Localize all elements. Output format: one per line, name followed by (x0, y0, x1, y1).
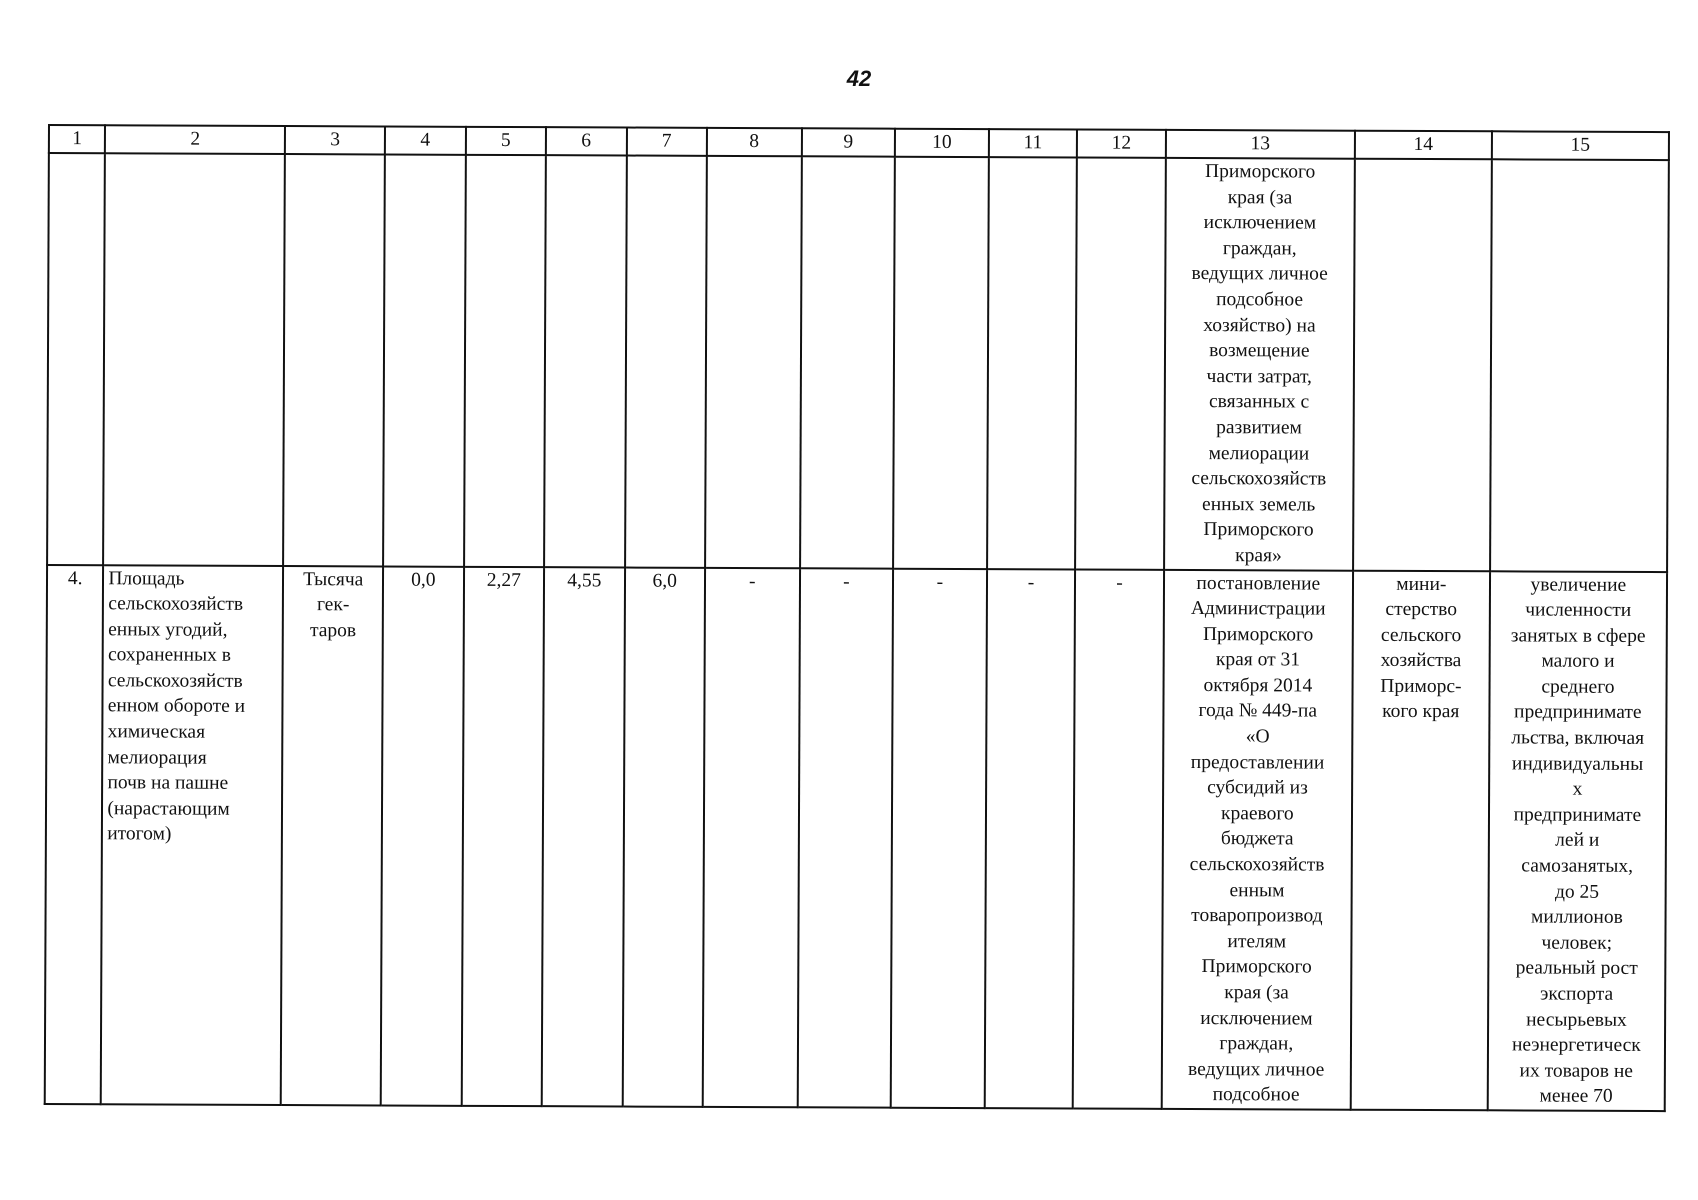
column-number-cell: 1 (49, 125, 105, 153)
column-number-cell: 4 (385, 126, 466, 154)
value-cell: 0,0 (381, 566, 464, 1106)
table-cell (284, 154, 385, 566)
table-cell (800, 156, 895, 568)
legal-basis-cell: Приморского края (за исключением граждан, ведущих личное подсобное хозяйство) на возмещение части затрат, связанных с развитием мелиорации сельскохозяйств енных земель Приморского края» (1164, 158, 1355, 570)
value-cell: 2,27 (461, 566, 544, 1106)
column-number-cell: 3 (285, 126, 385, 154)
table-cell (625, 156, 707, 568)
column-number-cell: 5 (465, 127, 546, 155)
column-number-cell: 11 (989, 129, 1078, 157)
column-number-cell: 15 (1492, 131, 1669, 160)
indicators-table (44, 124, 1670, 1112)
table-cell (1353, 159, 1492, 571)
indicator-name-cell: Площадь сельскохозяйств енных угодий, сохраненных в сельскохозяйств енном обороте и химическая мелиорация почв на пашне (нарастающим итогом) (101, 565, 283, 1105)
goal-link-cell: увеличение численности занятых в сфере малого и среднего предпринимате льства, включая индивидуальны х предпринимате лей и самозанятых, до 25 миллионов человек; реальный рост экспорта несырьевых неэнергетическ их товаров не менее 70 (1487, 571, 1667, 1111)
table-cell (464, 155, 546, 567)
column-number-cell: 9 (801, 128, 895, 156)
table-cell (893, 157, 988, 569)
column-number-cell: 8 (707, 128, 802, 156)
column-number-cell: 6 (546, 127, 627, 155)
value-cell: 4,55 (542, 567, 625, 1107)
column-number-cell: 10 (895, 129, 989, 157)
value-cell: - (703, 567, 800, 1107)
value-cell: 6,0 (622, 567, 705, 1107)
column-number-cell: 12 (1077, 129, 1166, 157)
column-number-cell: 14 (1355, 131, 1492, 160)
table-cell (103, 153, 285, 565)
value-cell: - (1073, 569, 1164, 1109)
legal-basis-cell: постановление Администрации Приморского края от 31 октября 2014 года № 449-па «О предоставлении субсидий из краевого бюджета сельскохозяйств енным товаропроизвод ителям Приморского края (за исключением граждан, ведущих личное подсобное (1161, 569, 1353, 1109)
page-number: 42 (846, 66, 872, 91)
table-cell (987, 157, 1077, 569)
column-number-cell: 7 (626, 128, 707, 156)
responsible-body-cell: мини- стерство сельского хозяйства Приморс- кого края (1351, 570, 1490, 1110)
column-number-cell: 13 (1166, 130, 1355, 159)
column-number-cell: 2 (105, 125, 285, 154)
table-cell (47, 153, 105, 565)
table-cell (705, 156, 801, 568)
value-cell: - (797, 568, 893, 1108)
value-cell: - (984, 569, 1075, 1109)
value-cell: - (891, 568, 987, 1108)
unit-cell: Тысяча гек- таров (281, 566, 383, 1106)
table-cell (1490, 159, 1669, 571)
table-cell (1075, 157, 1165, 569)
row-number-cell: 4. (45, 565, 104, 1105)
table-row (45, 565, 1667, 1112)
table-row (47, 153, 1669, 572)
table-cell (544, 155, 626, 567)
table-cell (383, 154, 465, 566)
